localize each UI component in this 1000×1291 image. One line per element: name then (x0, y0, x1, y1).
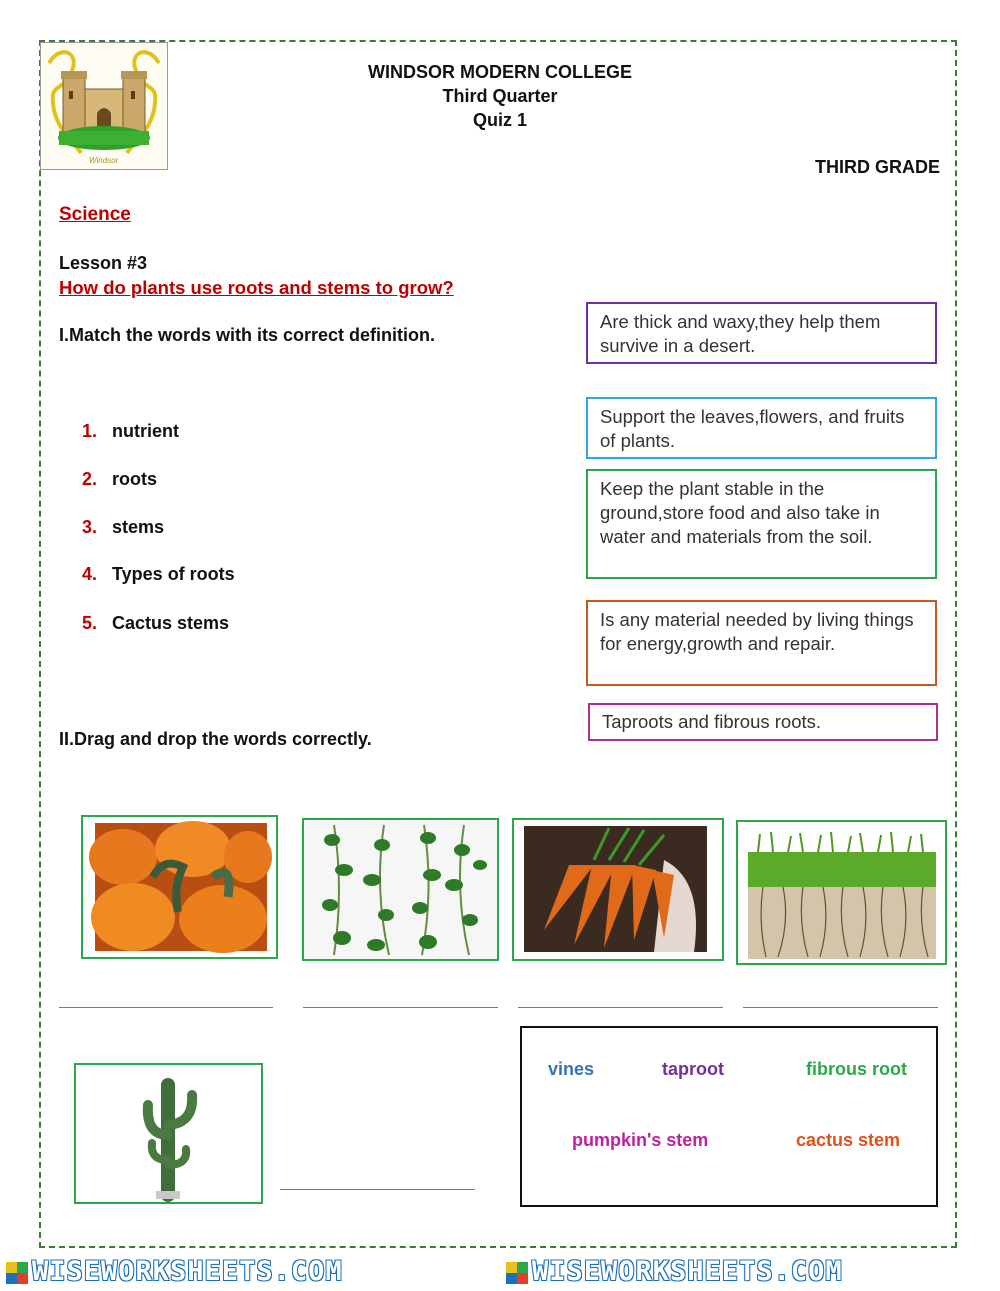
word-chip-cactus-stem[interactable]: cactus stem (796, 1130, 901, 1150)
school-name: WINDSOR MODERN COLLEGE (368, 62, 632, 82)
definition-box[interactable]: Taproots and fibrous roots. (588, 703, 938, 741)
term-item[interactable]: 2. roots (82, 469, 157, 489)
grass-roots-icon (738, 822, 945, 963)
definition-box[interactable]: Support the leaves,flowers, and fruits of plants. (586, 397, 937, 459)
brand-squares-icon (6, 1262, 28, 1284)
answer-line[interactable] (280, 1189, 475, 1190)
quiz-label: Quiz 1 (472, 110, 527, 130)
quarter-label: Third Quarter (442, 86, 558, 106)
answer-line[interactable] (303, 1007, 498, 1008)
answer-line[interactable] (59, 1007, 273, 1008)
term-item[interactable]: 3. stems (82, 517, 165, 537)
school-logo (40, 42, 168, 170)
term-item[interactable]: 4. Types of roots (82, 564, 235, 584)
carrot-icon (514, 820, 722, 959)
definition-box[interactable]: Are thick and waxy,they help them survive in a desert. (586, 302, 937, 364)
lesson-number: Lesson #3 (59, 253, 148, 273)
vine-leaf-icon (304, 820, 497, 959)
brand-squares-icon (506, 1262, 528, 1284)
answer-line[interactable] (743, 1007, 938, 1008)
pumpkin-icon (83, 817, 276, 957)
answer-line[interactable] (518, 1007, 723, 1008)
lesson-question: How do plants use roots and stems to grow? (59, 277, 454, 298)
footer-watermark (0, 1252, 1000, 1291)
word-chip-fibrous-root[interactable]: fibrous root (806, 1059, 907, 1079)
word-chip-vines[interactable]: vines (548, 1059, 595, 1079)
term-item[interactable]: 5. Cactus stems (82, 613, 230, 633)
cactus-icon (76, 1065, 261, 1202)
vines-picture (302, 818, 499, 961)
grass-roots-picture (736, 820, 947, 965)
part2-instruction: II.Drag and drop the words correctly. (59, 729, 372, 749)
definition-box[interactable]: Is any material needed by living things for energy,growth and repair. (586, 600, 937, 686)
brand-text: WISEWORKSHEETS.COM (532, 1256, 843, 1287)
grade-label: THIRD GRADE (815, 157, 940, 177)
definition-box[interactable]: Keep the plant stable in the ground,store food and also take in water and materials from the soil. (586, 469, 937, 579)
cactus-picture (74, 1063, 263, 1204)
part1-instruction: I.Match the words with its correct definition. (59, 325, 436, 345)
word-chip-pumpkins-stem[interactable]: pumpkin's stem (572, 1130, 709, 1150)
castle-logo-icon (41, 43, 167, 169)
word-chip-taproot[interactable]: taproot (662, 1059, 724, 1079)
carrots-picture (512, 818, 724, 961)
subject-label: Science (59, 204, 131, 225)
logo-caption: Windsor (89, 156, 119, 165)
brand-text: WISEWORKSHEETS.COM (32, 1256, 343, 1287)
term-item[interactable]: 1. nutrient (82, 421, 179, 441)
word-bank (520, 1026, 938, 1207)
pumpkin-picture (81, 815, 278, 959)
